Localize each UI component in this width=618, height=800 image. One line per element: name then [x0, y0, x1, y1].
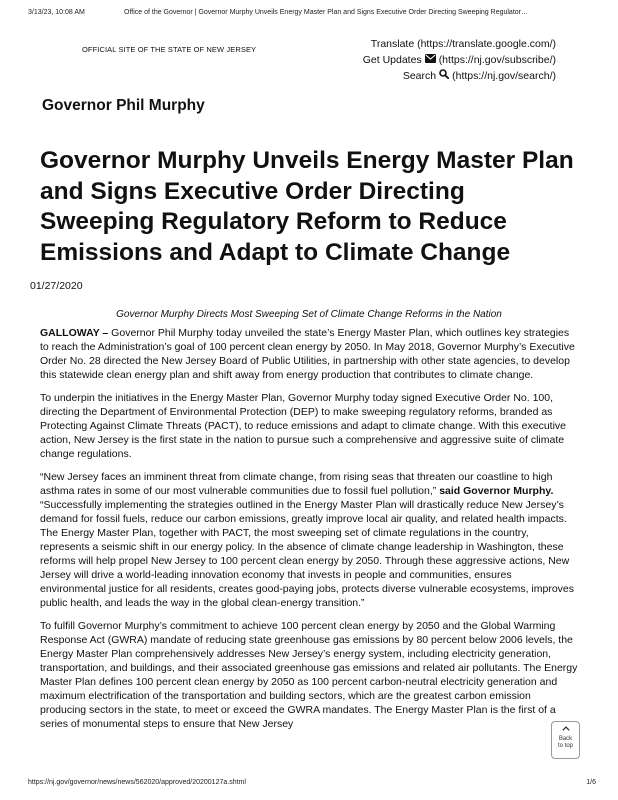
back-to-top-button[interactable] — [551, 721, 580, 759]
paragraph-3: “New Jersey faces an imminent threat from climate change, from rising seas that threaten our coastline to high asthma rates in some of our most vulnerable communities due to fossil fuel pollution,” said Governor Murphy. “Successfully implementing the strategies outlined in the Energy Master Plan will drastically reduce New Jersey’s demand for fossil fuels, reduce our carbon emissions, greatly improve local air quality, and related health impacts. The Energy Master Plan, together with PACT, the most sweeping set of climate regulations in the country, represents a seismic shift in our energy policy. In the absence of climate change leadership in Washington, these reforms will help propel New Jersey to 100 percent clean energy by 2050. Through these aggressive actions, New Jersey will drive a world-leading innovation economy that invests in people and communities, ensures environmental justice for all residents, creates good-paying jobs, protects diverse vulnerable ecosystems, improves public health, and leads the way in the global clean-energy transition.” — [40, 471, 575, 609]
subheadline: Governor Murphy Directs Most Sweeping Set of Climate Change Reforms in the Nation — [116, 309, 502, 320]
official-site-label: OFFICIAL SITE OF THE STATE OF NEW JERSEY — [82, 45, 257, 54]
dateline: GALLOWAY – — [40, 327, 109, 339]
get-updates-label: Get Updates — [362, 54, 422, 66]
magnifier-icon — [439, 68, 449, 84]
back-to-top-label-1: Back — [558, 736, 573, 742]
print-footer — [0, 776, 618, 792]
print-url: https://nj.gov/governor/news/news/562020/approved/20200127a.shtml — [28, 779, 246, 786]
paragraph-4: To fulfill Governor Murphy’s commitment to achieve 100 percent clean energy by 2050 and the Global Warming Response Act (GWRA) mandate of reducing state greenhouse gas emissions by 80 percent below 2006 levels, the Energy Master Plan comprehensively addresses New Jersey’s energy system, including electricity generation, transportation, and buildings, and their associated greenhouse gas emissions and related air pollutants. The Energy Master Plan defines 100 percent clean energy by 2050 as 100 percent carbon-neutral electricity generation and maximum electrification of the transportation and building sectors, which are the greatest carbon emission producing sectors in the state, to meet or exceed the GWRA mandates. The Energy Master Plan is the first of a series of monumental steps to ensure that New Jersey — [40, 620, 578, 730]
chevron-up-icon — [552, 726, 579, 734]
publish-date: 01/27/2020 — [30, 280, 83, 292]
get-updates-url: (https://nj.gov/subscribe/) — [438, 54, 556, 66]
search-label: Search — [402, 70, 437, 82]
back-to-top-label-2: to top — [557, 743, 573, 749]
search-url: (https://nj.gov/search/) — [452, 70, 556, 82]
quote-attribution: said Governor Murphy. — [436, 485, 554, 497]
search-link[interactable] — [363, 68, 556, 84]
top-links — [363, 36, 556, 84]
get-updates-link[interactable] — [363, 52, 556, 68]
page-title: Governor Murphy Unveils Energy Master Plan and Signs Executive Order Directing Sweeping Regulatory Reform to Reduce Emissions and Adapt to Climate Change — [40, 147, 574, 266]
envelope-icon — [425, 52, 436, 68]
print-date: 3/13/23, 10:08 AM — [28, 9, 85, 16]
paragraph-1: GALLOWAY – Governor Phil Murphy today unveiled the state’s Energy Master Plan, which outlines key strategies to reach the Administration’s goal of 100 percent clean energy by 2050. In May 2018, Governor Murphy’s Executive Order No. 28 directed the New Jersey Board of Public Utilities, in partnership with other state agencies, to develop this statewide clean energy plan and shift away from energy production that contributes to climate change. — [40, 327, 575, 381]
translate-link[interactable]: Translate (https://translate.google.com/) — [370, 38, 556, 50]
page-number: 1/6 — [586, 779, 596, 786]
print-header — [0, 0, 618, 20]
print-doc-title: Office of the Governor | Governor Murphy Unveils Energy Master Plan and Signs Executive Order Directing Sweeping Regulator… — [124, 9, 528, 16]
article-body — [40, 326, 578, 740]
paragraph-2: To underpin the initiatives in the Energy Master Plan, Governor Murphy today signed Executive Order No. 100, directing the Department of Environmental Protection (DEP) to make sweeping regulatory reforms, branded as Protecting Against Climate Threats (PACT), to reduce emissions and adapt to climate change. With this executive action, New Jersey is the first state in the nation to pursue such a comprehensive and aggressive suite of climate change regulations. — [40, 392, 567, 460]
governor-name: Governor Phil Murphy — [42, 97, 205, 114]
